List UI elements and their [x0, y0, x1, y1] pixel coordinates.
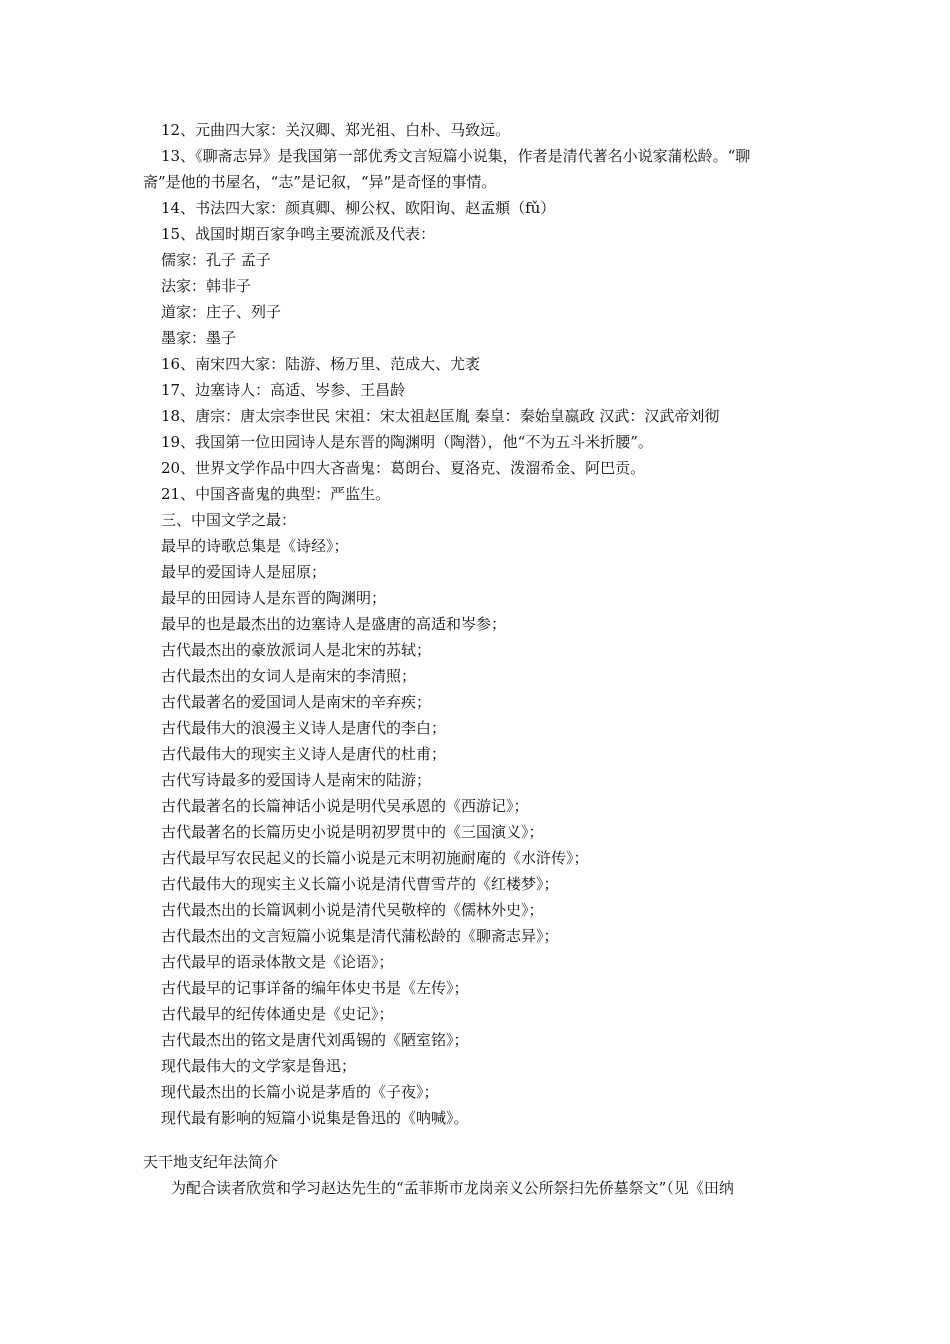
text-line: 古代最著名的长篇历史小说是明初罗贯中的《三国演义》； — [161, 823, 544, 841]
text-line: 最早的田园诗人是东晋的陶渊明； — [161, 589, 387, 607]
text-line: 古代最早的语录体散文是《论语》； — [161, 953, 394, 971]
text-line: 18、唐宗：唐太宗李世民 宋祖：宋太祖赵匡胤 秦皇：秦始皇嬴政 汉武：汉武帝刘彻 — [161, 407, 720, 425]
text-line: 古代最杰出的铭文是唐代刘禹锡的《陋室铭》； — [161, 1031, 469, 1049]
document-body — [0, 117, 950, 1201]
text-line: 14、书法四大家：颜真卿、柳公权、欧阳询、赵孟頫（fǔ） — [161, 199, 556, 217]
text-line: 古代最杰出的文言短篇小说集是清代蒲松龄的《聊斋志异》； — [161, 927, 559, 945]
text-line: 20、世界文学作品中四大吝啬鬼：葛朗台、夏洛克、泼溜希金、阿巴贡。 — [161, 459, 646, 477]
text-line: 为配合读者欣赏和学习赵达先生的“孟菲斯市龙岗亲义公所祭扫先侨墓祭文”（见《田纳 — [171, 1179, 734, 1197]
text-line: 古代最杰出的长篇讽刺小说是清代吴敬梓的《儒林外史》； — [161, 901, 544, 919]
text-line: 斋”是他的书屋名，“志”是记叙，“异”是奇怪的事情。 — [143, 173, 497, 191]
text-line: 17、边塞诗人：高适、岑参、王昌龄 — [161, 381, 406, 399]
text-line: 墨家：墨子 — [161, 329, 237, 347]
text-line: 21、中国吝啬鬼的典型：严监生。 — [161, 485, 391, 503]
text-line: 法家：韩非子 — [161, 277, 252, 295]
text-line: 天干地支纪年法简介 — [143, 1153, 279, 1171]
text-line: 现代最有影响的短篇小说集是鲁迅的《呐喊》。 — [161, 1109, 469, 1127]
text-line: 古代最著名的长篇神话小说是明代吴承恩的《西游记》； — [161, 797, 529, 815]
text-line: 15、战国时期百家争鸣主要流派及代表： — [161, 225, 436, 243]
text-line: 最早的也是最杰出的边塞诗人是盛唐的高适和岑参； — [161, 615, 507, 633]
text-line: 19、我国第一位田园诗人是东晋的陶渊明（陶潜），他“不为五斗米折腰”。 — [161, 433, 653, 451]
text-line: 古代最著名的爱国词人是南宋的辛弃疾； — [161, 693, 432, 711]
text-line: 古代最伟大的现实主义长篇小说是清代曹雪芹的《红楼梦》； — [161, 875, 559, 893]
text-line: 最早的诗歌总集是《诗经》； — [161, 537, 349, 555]
text-line: 最早的爱国诗人是屈原； — [161, 563, 327, 581]
text-line: 古代最杰出的女词人是南宋的李清照； — [161, 667, 417, 685]
paragraph-gap — [0, 1131, 950, 1149]
text-line: 古代最杰出的豪放派词人是北宋的苏轼； — [161, 641, 432, 659]
text-line: 三、中国文学之最： — [161, 511, 297, 529]
text-line: 儒家：孔子 孟子 — [161, 251, 271, 269]
text-line: 道家：庄子、列子 — [161, 303, 282, 321]
text-line: 13、《聊斋志异》是我国第一部优秀文言短篇小说集，作者是清代著名小说家蒲松龄。“聊 — [161, 147, 751, 165]
text-line: 12、元曲四大家：关汉卿、郑光祖、白朴、马致远。 — [161, 121, 511, 139]
text-line: 16、南宋四大家：陆游、杨万里、范成大、尤袤 — [161, 355, 481, 373]
text-line: 古代写诗最多的爱国诗人是南宋的陆游； — [161, 771, 432, 789]
text-line: 古代最早的记事详备的编年体史书是《左传》； — [161, 979, 469, 997]
text-line: 古代最伟大的现实主义诗人是唐代的杜甫； — [161, 745, 447, 763]
text-line: 古代最早写农民起义的长篇小说是元末明初施耐庵的《水浒传》； — [161, 849, 589, 867]
text-line: 古代最伟大的浪漫主义诗人是唐代的李白； — [161, 719, 447, 737]
text-line: 古代最早的纪传体通史是《史记》； — [161, 1005, 394, 1023]
text-line: 现代最伟大的文学家是鲁迅； — [161, 1057, 357, 1075]
text-line: 现代最杰出的长篇小说是茅盾的《子夜》； — [161, 1083, 439, 1101]
